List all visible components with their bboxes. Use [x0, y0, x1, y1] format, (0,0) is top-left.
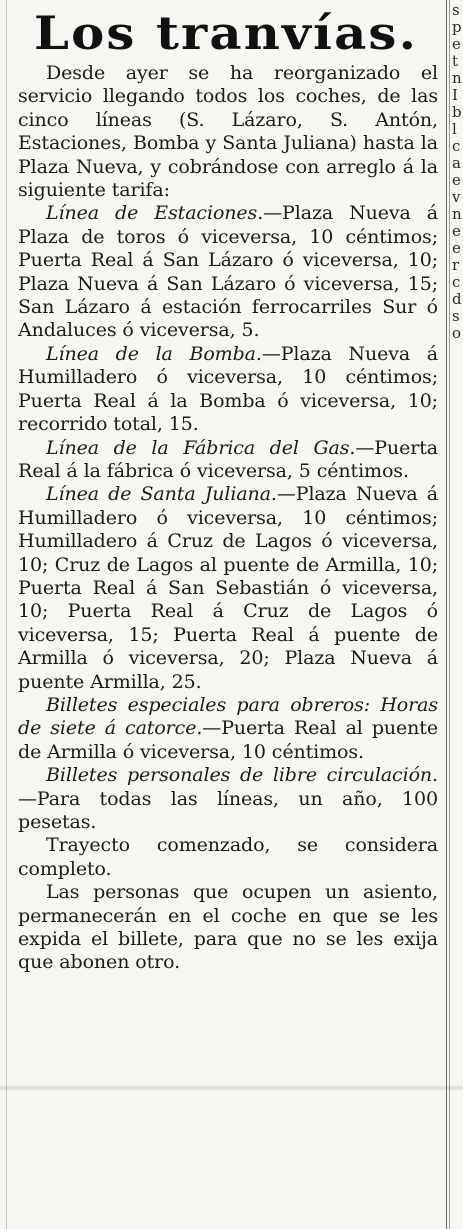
left-edge-line — [6, 0, 7, 1229]
fragment-char: b — [452, 103, 462, 121]
paragraph-italic-lead: Línea de Estaciones. — [46, 202, 264, 225]
fragment-char: I — [452, 86, 458, 104]
paragraph-text: —Para todas las líneas, un año, 100 pesetas. — [18, 787, 438, 833]
paragraph — [18, 62, 438, 202]
fragment-char: d — [452, 290, 462, 308]
paragraph-text: —Puerta Real á la fábrica ó viceversa, 5 céntimos. — [18, 436, 438, 482]
paragraph — [18, 881, 438, 975]
paragraph-text: Desde ayer se ha reorganizado el servicio llegando todos los coches, de las cinco líneas (S. Lázaro, S. Antón, Estaciones, Bomba y Santa Juliana) hasta la Plaza Nueva, y cobrándose con arreglo á la siguiente tarifa: — [18, 62, 438, 202]
paragraph — [18, 483, 438, 694]
fragment-char: e — [452, 35, 461, 53]
fragment-char: n — [452, 205, 462, 223]
paragraph-italic-lead: Línea de la Fábrica del Gas. — [46, 436, 356, 459]
fragment-char: n — [452, 69, 462, 87]
article-title: Los tranvías. — [33, 6, 419, 60]
paper-fold-line — [0, 1085, 463, 1091]
fragment-char: e — [452, 171, 461, 189]
fragment-char: r — [452, 256, 460, 274]
article-body — [18, 62, 438, 975]
fragment-char: s — [452, 1, 460, 19]
paragraph-text: —Plaza Nueva á Humilladero ó viceversa, 10 céntimos; Puerta Real á la Bomba ó viceversa, 10; recorrido total, 15. — [18, 342, 438, 436]
paragraph-text: —Puerta Real al puente de Armilla ó viceversa, 10 céntimos. — [18, 717, 438, 763]
paragraph-italic-lead: Billetes personales de libre circulación. — [46, 764, 438, 787]
fragment-char: e — [452, 222, 461, 240]
paragraph-text: —Plaza Nueva á Plaza de toros ó viceversa, 10 céntimos; Puerta Real á San Lázaro ó viceversa, 10; Plaza Nueva á San Lázaro ó viceversa, 15; San Lázaro á estación ferrocarriles Sur ó Andaluces ó viceversa, 5. — [18, 202, 439, 342]
paragraph-text: Trayecto comenzado, se considera completo. — [18, 834, 438, 880]
paragraph — [18, 343, 438, 437]
paragraph-text: —Plaza Nueva á Humilladero ó viceversa, 10 céntimos; Humilladero á Cruz de Lagos ó viceversa, 10; Cruz de Lagos al puente de Armilla, 10; Puerta Real á San Sebastián ó viceversa, 10; Puerta Real á Cruz de Lagos ó viceversa, 15; Puerta Real á puente de Armilla ó viceversa, 20; Plaza Nueva á puente Armilla, 25. — [18, 483, 438, 693]
fragment-char: p — [452, 18, 462, 36]
fragment-char: a — [452, 154, 461, 172]
paragraph-italic-lead: Línea de la Bomba. — [46, 342, 262, 365]
fragment-char: l — [452, 120, 457, 138]
paragraph — [18, 764, 438, 834]
paragraph — [18, 437, 438, 484]
fragment-char: o — [452, 324, 462, 342]
paragraph-italic-lead: Billetes especiales para obreros: Horas de siete á catorce. — [18, 693, 438, 740]
fragment-char: e — [452, 239, 461, 257]
paragraph — [18, 834, 438, 881]
column-rule-secondary — [449, 0, 450, 1229]
fragment-char: c — [452, 273, 461, 291]
column-rule — [446, 0, 447, 1229]
fragment-char: v — [452, 188, 461, 206]
fragment-char: s — [452, 307, 460, 325]
paragraph-italic-lead: Línea de Santa Juliana. — [46, 483, 277, 506]
fragment-char: c — [452, 137, 461, 155]
fragment-char: t — [452, 52, 459, 70]
paragraph — [18, 694, 438, 764]
paragraph-text: Las personas que ocupen un asiento, permanecerán en el coche en que se les expida el billete, para que no se les exija que abonen otro. — [18, 881, 438, 974]
paragraph — [18, 202, 438, 342]
